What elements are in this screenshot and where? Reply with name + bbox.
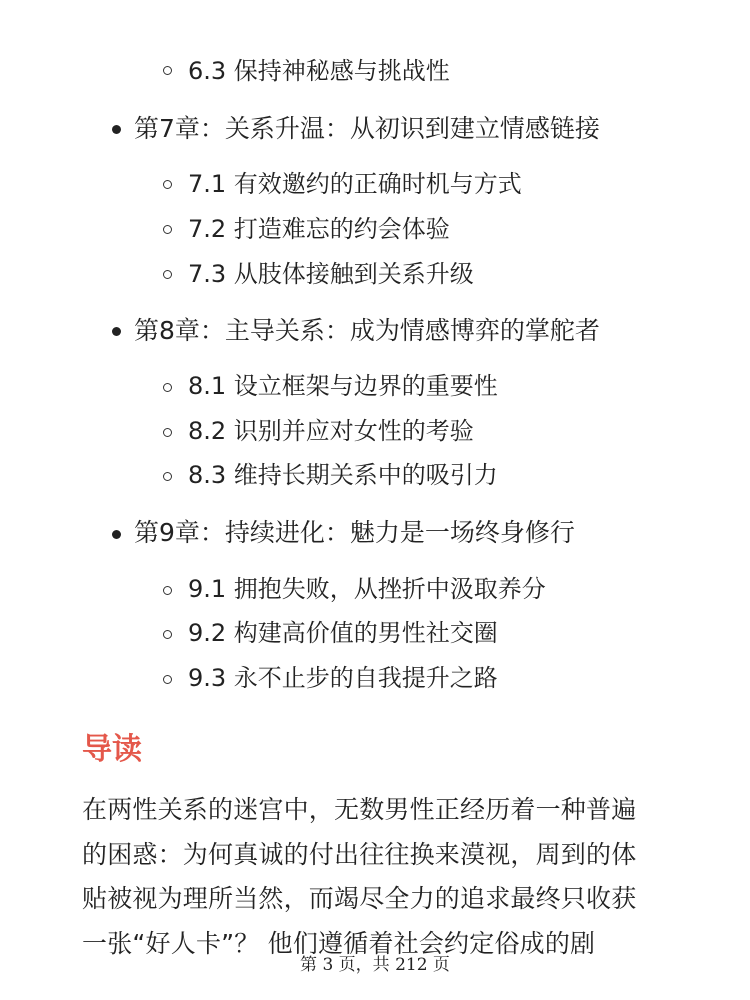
hollow-bullet-icon: [163, 630, 172, 639]
paragraph-line: 在两性关系的迷宫中，无数男性正经历着一种普遍: [82, 795, 637, 824]
toc-section-item[interactable]: 7.3 从肢体接触到关系升级: [188, 260, 474, 288]
toc-section-item[interactable]: 8.2 识别并应对女性的考验: [188, 417, 474, 445]
toc-section-item[interactable]: 8.1 设立框架与边界的重要性: [188, 372, 498, 400]
hollow-bullet-icon: [163, 472, 172, 481]
section-heading: 导读: [82, 732, 142, 767]
toc-section-item[interactable]: 7.2 打造难忘的约会体验: [188, 215, 450, 243]
filled-bullet-icon: [112, 327, 121, 336]
toc-section-item[interactable]: 9.3 永不止步的自我提升之路: [188, 664, 498, 692]
hollow-bullet-icon: [163, 586, 172, 595]
paragraph-line: 一张“好人卡”？ 他们遵循着社会约定俗成的剧: [82, 928, 596, 958]
page-number-footer: 第 3 页，共 212 页: [300, 955, 450, 975]
hollow-bullet-icon: [163, 225, 172, 234]
hollow-bullet-icon: [163, 180, 172, 189]
hollow-bullet-icon: [163, 270, 172, 279]
toc-section-item[interactable]: 6.3 保持神秘感与挑战性: [188, 57, 450, 85]
intro-paragraph: [82, 788, 682, 966]
toc-section-item[interactable]: 9.2 构建高价值的男性社交圈: [188, 619, 498, 647]
toc-chapter-item[interactable]: 第7章：关系升温：从初识到建立情感链接: [134, 114, 600, 143]
toc-chapter-item[interactable]: 第9章：持续进化：魅力是一场终身修行: [134, 518, 575, 547]
hollow-bullet-icon: [163, 383, 172, 392]
paragraph-line: 的困惑：为何真诚的付出往往换来漠视，周到的体: [82, 839, 637, 869]
hollow-bullet-icon: [163, 66, 172, 75]
toc-section-item[interactable]: 7.1 有效邀约的正确时机与方式: [188, 170, 522, 198]
toc-section-item[interactable]: 9.1 拥抱失败，从挫折中汲取养分: [188, 575, 546, 603]
hollow-bullet-icon: [163, 428, 172, 437]
paragraph-line: 贴被视为理所当然，而竭尽全力的追求最终只收获: [82, 884, 637, 914]
toc-chapter-item[interactable]: 第8章：主导关系：成为情感博弈的掌舵者: [134, 316, 600, 345]
hollow-bullet-icon: [163, 675, 172, 684]
toc-section-item[interactable]: 8.3 维持长期关系中的吸引力: [188, 461, 498, 489]
filled-bullet-icon: [112, 125, 121, 134]
filled-bullet-icon: [112, 530, 121, 539]
